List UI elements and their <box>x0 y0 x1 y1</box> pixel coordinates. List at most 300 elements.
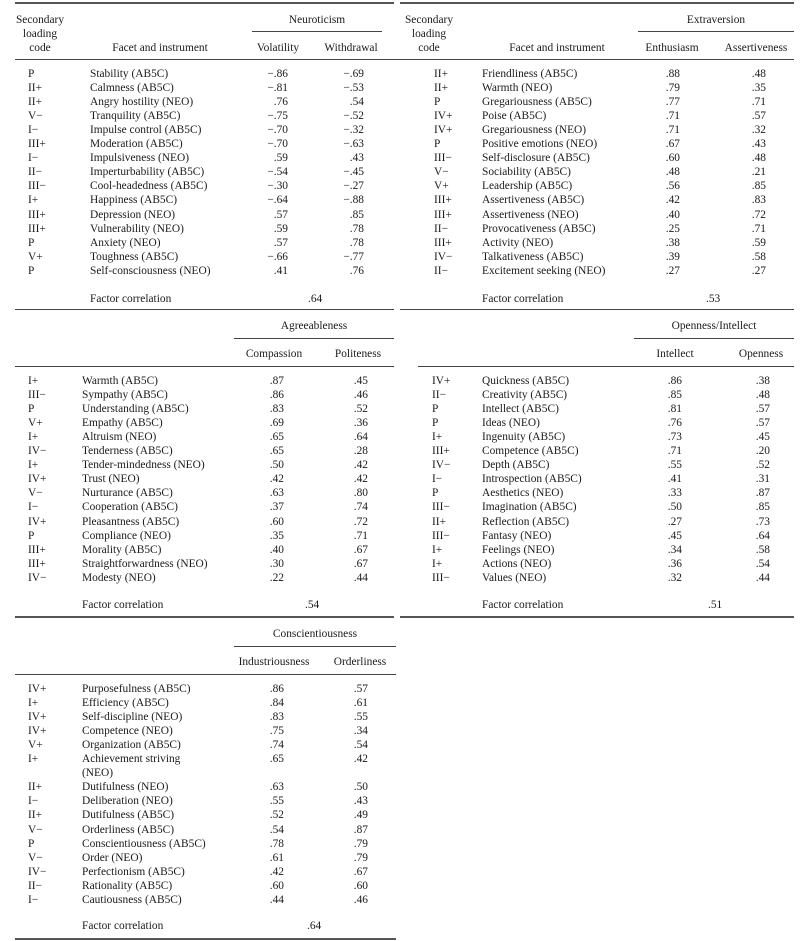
table-row <box>400 530 811 544</box>
loading-code: II+ <box>28 781 43 794</box>
table-row <box>0 110 400 124</box>
facet-name: Toughness (AB5C) <box>90 250 179 263</box>
loading-col2: .60 <box>353 879 368 892</box>
loading-code: I+ <box>432 557 443 570</box>
loading-code: IV− <box>28 865 47 878</box>
loading-code: P <box>28 264 35 277</box>
loading-col2: .20 <box>755 445 770 458</box>
table-row <box>0 558 400 572</box>
loading-col2: .43 <box>751 138 766 151</box>
loading-code: V− <box>28 851 43 864</box>
loading-col1: .71 <box>665 124 680 137</box>
facet-name: Ingenuity (AB5C) <box>482 431 566 444</box>
table-row <box>0 894 400 908</box>
facet-name: Depression (NEO) <box>90 208 176 221</box>
facet-name: Self-disclosure (AB5C) <box>482 152 590 165</box>
loading-col2: −.77 <box>343 250 364 263</box>
loading-code: IV+ <box>434 110 453 123</box>
loading-code: III+ <box>28 543 46 556</box>
facet-name: Quickness (AB5C) <box>482 375 570 387</box>
facet-name: Warmth (AB5C) <box>82 375 158 387</box>
loading-col2: .36 <box>353 417 368 430</box>
table-row <box>0 403 400 417</box>
col2-header: Orderliness <box>333 656 387 668</box>
table-row <box>400 251 811 265</box>
table-row <box>400 544 811 558</box>
loading-col1: −.81 <box>267 82 288 95</box>
loading-col2: .42 <box>353 753 368 766</box>
facet-name: Ideas (NEO) <box>482 417 540 430</box>
facet-name: Moderation (AB5C) <box>90 138 183 151</box>
table-row <box>0 852 400 866</box>
loading-col2: .67 <box>353 543 368 556</box>
factor-correlation-label: Factor correlation <box>482 293 564 305</box>
loading-col1: .56 <box>665 180 680 193</box>
loading-col1: .36 <box>667 557 682 570</box>
loading-col2: .74 <box>353 501 368 514</box>
facet-name: Intellect (AB5C) <box>482 403 559 416</box>
loading-code: I+ <box>28 375 39 387</box>
table-row <box>0 389 400 403</box>
loading-col1: .42 <box>269 473 284 486</box>
loading-col1: .83 <box>269 403 284 416</box>
loading-col1: .25 <box>665 222 680 235</box>
loading-col1: .83 <box>269 711 284 724</box>
loading-col1: .41 <box>667 473 682 486</box>
facet-name: Deliberation (NEO) <box>82 795 173 808</box>
loading-code: III− <box>434 152 452 165</box>
facet-name: Gregariousness (NEO) <box>482 124 587 137</box>
table-row <box>0 501 400 515</box>
loading-code: III− <box>432 571 450 584</box>
table-row <box>0 739 400 753</box>
loading-col1: .63 <box>269 487 284 500</box>
facet-name: Perfectionism (AB5C) <box>82 865 185 878</box>
loading-col2: .59 <box>751 236 766 249</box>
loading-col1: .37 <box>269 501 284 514</box>
facet-name: Anxiety (NEO) <box>90 236 161 249</box>
loading-code: I− <box>28 893 39 906</box>
loading-col1: .57 <box>273 236 288 249</box>
loading-col2: .35 <box>751 82 766 95</box>
loading-code: III− <box>432 501 450 514</box>
loading-code: III+ <box>434 194 452 207</box>
loading-code: III+ <box>28 208 46 221</box>
loading-col2: .61 <box>353 697 368 710</box>
loading-col1: .39 <box>665 250 680 263</box>
loading-col1: .33 <box>667 487 682 500</box>
facet-name: Stability (AB5C) <box>90 68 169 80</box>
facet-name: Conscientiousness (AB5C) <box>82 837 206 850</box>
table-row <box>400 152 811 166</box>
loading-code: II− <box>28 879 43 892</box>
header-code-line1: Secondary <box>404 14 454 26</box>
loading-col2: −.88 <box>343 194 364 207</box>
loading-code: V− <box>28 823 43 836</box>
factor-correlation-value: .64 <box>307 920 322 932</box>
loading-col2: .72 <box>751 208 766 221</box>
loading-col1: .74 <box>269 739 284 752</box>
loading-col1: .59 <box>273 222 288 235</box>
table-row <box>400 473 811 487</box>
facet-name: Achievement striving <box>82 753 181 766</box>
panel-title: Openness/Intellect <box>671 320 757 332</box>
facet-name: Competence (AB5C) <box>482 445 579 458</box>
loading-code: P <box>432 417 439 430</box>
header-rule <box>418 366 794 367</box>
loading-col2: .57 <box>755 417 770 430</box>
header-rule <box>15 59 400 60</box>
facet-name: Understanding (AB5C) <box>82 403 189 416</box>
loading-code: III+ <box>28 222 46 235</box>
loading-col2: .48 <box>755 389 770 402</box>
panel-neuroticism <box>0 0 400 310</box>
facet-name: Order (NEO) <box>82 851 143 864</box>
loading-col1: −.70 <box>267 138 288 151</box>
table-row <box>0 152 400 166</box>
facet-name: Straightforwardness (NEO) <box>82 557 208 570</box>
title-underline <box>234 646 396 647</box>
loading-code: IV− <box>28 445 47 458</box>
loading-code: II+ <box>434 82 449 95</box>
panel-title: Conscientiousness <box>272 628 358 640</box>
loading-col1: .27 <box>667 515 682 528</box>
loading-col2: .64 <box>755 529 770 542</box>
loading-col1: .76 <box>667 417 682 430</box>
col1-header: Volatility <box>256 42 300 54</box>
facet-name: Self-consciousness (NEO) <box>90 264 211 277</box>
table-row <box>400 82 811 96</box>
loading-col1: .35 <box>269 529 284 542</box>
loading-col1: .54 <box>269 823 284 836</box>
loading-col1: .40 <box>665 208 680 221</box>
loading-code: I+ <box>28 459 39 472</box>
table-row <box>0 725 400 739</box>
table-row <box>0 431 400 445</box>
header-facet: Facet and instrument <box>509 42 605 54</box>
header-code-line3: code <box>29 42 51 54</box>
factor-correlation-value: .51 <box>708 599 723 611</box>
loading-col1: −.70 <box>267 124 288 137</box>
loading-col1: .38 <box>665 236 680 249</box>
facet-name: Happiness (AB5C) <box>90 194 178 207</box>
loading-code: I+ <box>432 543 443 556</box>
loading-code: V+ <box>28 739 43 752</box>
facet-name: Efficiency (AB5C) <box>82 697 169 710</box>
loading-code: III+ <box>432 445 450 458</box>
loading-col2: .44 <box>755 571 770 584</box>
loading-code: III+ <box>28 557 46 570</box>
loading-col2: −.52 <box>343 110 364 123</box>
facet-name: Imperturbability (AB5C) <box>90 166 205 179</box>
facet-name: Activity (NEO) <box>482 236 554 249</box>
table-row <box>400 194 811 208</box>
loading-code: IV− <box>434 250 453 263</box>
loading-col1: .60 <box>269 879 284 892</box>
table-row <box>0 530 400 544</box>
loading-code: V− <box>28 110 43 123</box>
facet-name: Assertiveness (NEO) <box>482 208 579 221</box>
table-row <box>0 96 400 110</box>
loading-code: II+ <box>432 515 447 528</box>
col1-header: Intellect <box>656 348 694 360</box>
table-row <box>400 138 811 152</box>
loading-code: I− <box>28 501 39 514</box>
loading-col2: .54 <box>755 557 770 570</box>
table-row <box>0 473 400 487</box>
facet-name-continued: (NEO) <box>82 767 113 780</box>
table-row <box>0 753 400 767</box>
table-row <box>0 572 400 586</box>
facet-name: Assertiveness (AB5C) <box>482 194 585 207</box>
panel-title: Neuroticism <box>288 14 346 26</box>
facet-name: Altruism (NEO) <box>82 431 157 444</box>
facet-name: Values (NEO) <box>482 571 547 584</box>
table-row <box>0 866 400 880</box>
loading-col2: .85 <box>349 208 364 221</box>
loading-code: III− <box>28 389 46 402</box>
loading-col1: .32 <box>667 571 682 584</box>
loading-col2: .31 <box>755 473 770 486</box>
loading-col2: .58 <box>755 543 770 556</box>
loading-code: I+ <box>28 753 39 766</box>
loading-col2: .52 <box>755 459 770 472</box>
table-row <box>400 417 811 431</box>
factor-correlation-label: Factor correlation <box>482 599 564 611</box>
loading-col2: .78 <box>349 222 364 235</box>
loading-code: V− <box>28 487 43 500</box>
loading-code: IV− <box>28 571 47 584</box>
loading-code: II− <box>432 389 447 402</box>
loading-col1: .30 <box>269 557 284 570</box>
facet-name: Actions (NEO) <box>482 557 552 570</box>
col2-header: Assertiveness <box>724 42 788 54</box>
loading-col2: .50 <box>353 781 368 794</box>
factor-correlation-label: Factor correlation <box>82 599 164 611</box>
loading-col2: .58 <box>751 250 766 263</box>
table-row <box>400 375 811 389</box>
facet-name: Cautiousness (AB5C) <box>82 893 182 906</box>
header-code-line2: loading <box>22 28 58 40</box>
facet-name: Creativity (AB5C) <box>482 389 568 402</box>
table-row <box>0 824 400 838</box>
table-row <box>400 389 811 403</box>
loading-code: V− <box>434 166 449 179</box>
col2-header: Politeness <box>334 348 382 360</box>
factor-correlation-value: .53 <box>706 293 721 305</box>
table-row <box>0 124 400 138</box>
loading-code: I+ <box>28 431 39 444</box>
loading-col2: .21 <box>751 166 766 179</box>
loading-col2: .73 <box>755 515 770 528</box>
loading-code: IV+ <box>432 375 451 387</box>
loading-col1: .88 <box>665 68 680 80</box>
loading-col2: −.69 <box>343 68 364 80</box>
loading-col2: .67 <box>353 557 368 570</box>
bottom-rule <box>15 938 396 940</box>
panel-openness-intellect <box>400 310 811 615</box>
table-row <box>0 82 400 96</box>
facet-name: Gregariousness (AB5C) <box>482 96 592 109</box>
loading-col2: .42 <box>353 473 368 486</box>
facet-name: Trust (NEO) <box>82 473 140 486</box>
loading-code: P <box>432 403 439 416</box>
table-row <box>400 68 811 82</box>
loading-col2: .87 <box>353 823 368 836</box>
loading-code: P <box>28 68 35 80</box>
loading-code: I+ <box>432 431 443 444</box>
loading-code: I+ <box>28 194 39 207</box>
loading-col2: .71 <box>751 96 766 109</box>
col1-header: Enthusiasm <box>645 42 699 54</box>
panel-agreeableness <box>0 310 400 615</box>
loading-col1: .63 <box>269 781 284 794</box>
loading-col1: −.54 <box>267 166 288 179</box>
loading-col1: −.86 <box>267 68 288 80</box>
loading-col1: .34 <box>667 543 682 556</box>
loading-col2: .55 <box>353 711 368 724</box>
header-facet: Facet and instrument <box>112 42 208 54</box>
facet-name: Feelings (NEO) <box>482 543 555 556</box>
facet-name: Provocativeness (AB5C) <box>482 222 596 235</box>
title-underline <box>638 31 794 32</box>
loading-code: I− <box>28 124 39 137</box>
facet-name: Impulsiveness (NEO) <box>90 152 190 165</box>
loading-col1: .78 <box>269 837 284 850</box>
loading-col1: .85 <box>667 389 682 402</box>
facet-name: Warmth (NEO) <box>482 82 553 95</box>
header-code-line1: Secondary <box>15 14 65 26</box>
facet-name: Modesty (NEO) <box>82 571 156 584</box>
loading-code: V+ <box>434 180 449 193</box>
table-row <box>400 501 811 515</box>
facet-name: Self-discipline (NEO) <box>82 711 183 724</box>
loading-col1: .22 <box>269 571 284 584</box>
loading-col2: .79 <box>353 851 368 864</box>
loading-code: II− <box>434 264 449 277</box>
loading-code: I− <box>28 795 39 808</box>
loading-col1: .65 <box>269 431 284 444</box>
table-row <box>400 445 811 459</box>
facet-name: Compliance (NEO) <box>82 529 171 542</box>
loading-col1: .41 <box>273 264 288 277</box>
loading-col2: .28 <box>353 445 368 458</box>
table-row <box>0 375 400 389</box>
loading-code: III+ <box>28 138 46 151</box>
loading-col2: .43 <box>353 795 368 808</box>
facet-name: Imagination (AB5C) <box>482 501 577 514</box>
facet-name: Vulnerability (NEO) <box>90 222 184 235</box>
loading-code: III− <box>28 180 46 193</box>
loading-code: III− <box>432 529 450 542</box>
loading-col1: .71 <box>667 445 682 458</box>
loading-col1: .60 <box>269 515 284 528</box>
loading-code: I− <box>28 152 39 165</box>
panel-title: Extraversion <box>686 14 746 26</box>
loading-col1: .52 <box>269 809 284 822</box>
loading-code: IV+ <box>28 725 47 738</box>
table-row <box>400 572 811 586</box>
panel-extraversion <box>400 0 811 310</box>
facet-name: Talkativeness (AB5C) <box>482 250 584 263</box>
loading-col2: −.53 <box>343 82 364 95</box>
loading-col1: .44 <box>269 893 284 906</box>
table-row <box>400 459 811 473</box>
loading-code: IV− <box>432 459 451 472</box>
loading-col2: .87 <box>755 487 770 500</box>
facet-name: Rationality (AB5C) <box>82 879 173 892</box>
facet-name: Purposefulness (AB5C) <box>82 683 191 695</box>
facet-name: Cool-headedness (AB5C) <box>90 180 208 193</box>
facet-name: Orderliness (AB5C) <box>82 823 175 836</box>
loading-col1: −.66 <box>267 250 288 263</box>
loading-code: P <box>432 487 439 500</box>
section-rule-2-right <box>400 616 794 618</box>
facet-name: Sociability (AB5C) <box>482 166 571 179</box>
table-row <box>400 403 811 417</box>
title-underline <box>634 338 794 339</box>
table-row <box>400 180 811 194</box>
loading-col2: .52 <box>353 403 368 416</box>
loading-code: P <box>28 403 35 416</box>
loading-code: IV+ <box>28 683 47 695</box>
loading-col2: .48 <box>751 152 766 165</box>
loading-col1: .45 <box>667 529 682 542</box>
loading-col1: .81 <box>667 403 682 416</box>
header-code-line2: loading <box>411 28 447 40</box>
loading-col2: .45 <box>755 431 770 444</box>
table-row <box>0 880 400 894</box>
loading-code: I+ <box>28 697 39 710</box>
loading-col1: .79 <box>665 82 680 95</box>
loading-col2: .71 <box>353 529 368 542</box>
table-row <box>0 265 400 279</box>
table-row <box>0 194 400 208</box>
loading-col2: .43 <box>349 152 364 165</box>
facet-name: Introspection (AB5C) <box>482 473 582 486</box>
table-row <box>0 445 400 459</box>
loading-col1: .40 <box>269 543 284 556</box>
loading-col2: .80 <box>353 487 368 500</box>
loading-code: II+ <box>28 82 43 95</box>
loading-code: II+ <box>28 809 43 822</box>
table-row <box>0 237 400 251</box>
table-row <box>0 697 400 711</box>
loading-col2: .42 <box>353 459 368 472</box>
loading-col2: .67 <box>353 865 368 878</box>
table-row <box>0 138 400 152</box>
loading-col2: .48 <box>751 68 766 80</box>
loading-col2: .46 <box>353 389 368 402</box>
table-row <box>0 781 400 795</box>
loading-col2: .57 <box>353 683 368 695</box>
facet-name: Competence (NEO) <box>82 725 173 738</box>
table-row <box>0 166 400 180</box>
table-row <box>400 223 811 237</box>
table-row <box>400 209 811 223</box>
table-row <box>0 209 400 223</box>
loading-col1: .60 <box>665 152 680 165</box>
facet-name: Tranquility (AB5C) <box>90 110 181 123</box>
loading-col1: −.75 <box>267 110 288 123</box>
loading-col2: .34 <box>353 725 368 738</box>
loading-col1: .84 <box>269 697 284 710</box>
factor-correlation-label: Factor correlation <box>82 920 164 932</box>
factor-correlation-value: .54 <box>305 599 320 611</box>
facet-name: Reflection (AB5C) <box>482 515 569 528</box>
facet-name: Impulse control (AB5C) <box>90 124 202 137</box>
loading-col1: .69 <box>269 417 284 430</box>
